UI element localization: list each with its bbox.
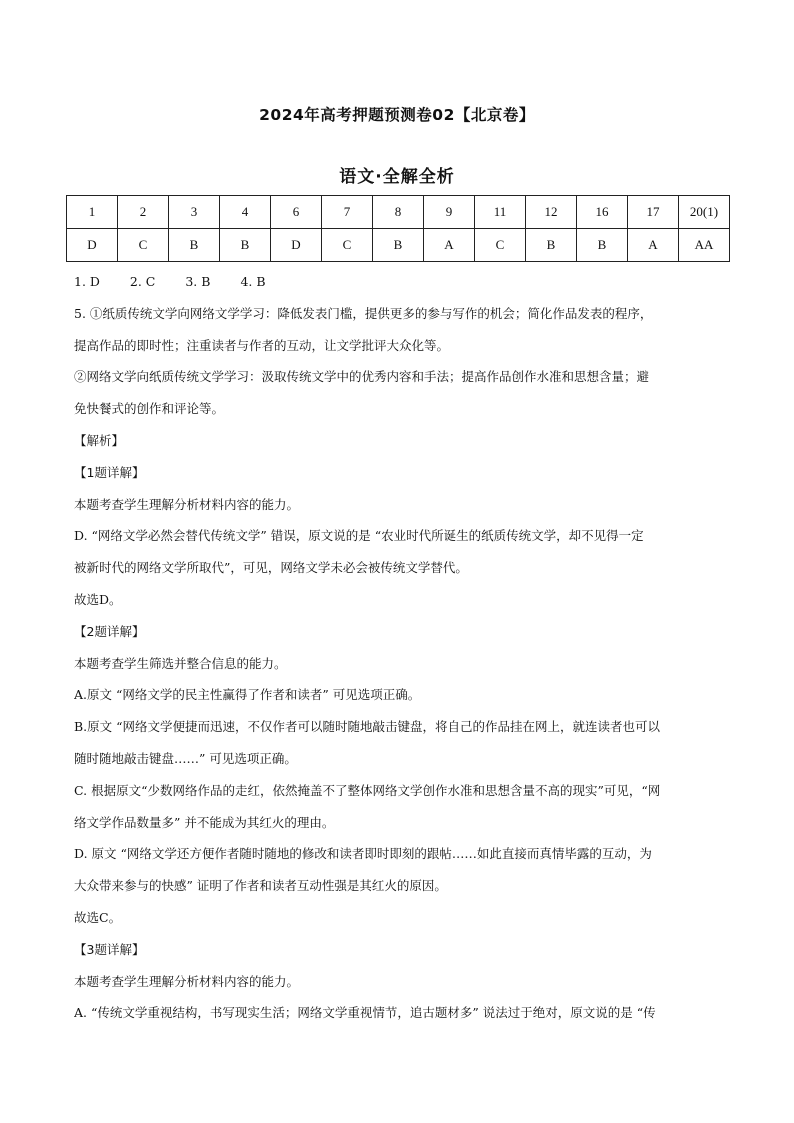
answer-cell: AA — [679, 229, 730, 262]
q2-line: A.原文 “网络文学的民主性赢得了作者和读者” 可见选项正确。 — [74, 687, 421, 703]
short-answer: 3. B — [185, 274, 211, 289]
question-number-cell: 3 — [169, 196, 220, 229]
q2-line: D. 原文 “网络文学还方便作者随时随地的修改和读者即时即刻的跟帖……如此直接而真情毕露的互动，为 — [74, 846, 652, 862]
short-answer: 1. D — [74, 274, 100, 289]
page-subtitle: 语文·全解全析 — [339, 167, 455, 187]
q2-line: 本题考查学生筛选并整合信息的能力。 — [74, 655, 287, 671]
question-number-cell: 7 — [322, 196, 373, 229]
question-number-cell: 4 — [220, 196, 271, 229]
q1-line: D. “网络文学必然会替代传统文学” 错误，原文说的是 “农业时代所诞生的纸质传统文学，却不见得一定 — [74, 528, 644, 544]
question-number-cell: 20(1) — [679, 196, 730, 229]
q2-line: 故选C。 — [74, 909, 122, 925]
q2-line: B.原文 “网络文学便捷而迅速，不仅作者可以随时随地敲击键盘，将自己的作品挂在网上，就连读者也可以 — [74, 719, 661, 735]
answer-cell: C — [322, 229, 373, 262]
question-number-cell: 12 — [526, 196, 577, 229]
question-number-cell: 11 — [475, 196, 526, 229]
answer-cell: B — [169, 229, 220, 262]
q5-answer-line: 免快餐式的创作和评论等。 — [74, 401, 225, 417]
analysis-heading: 【解析】 — [74, 432, 125, 448]
page-title: 2024年高考押题预测卷02【北京卷】 — [259, 106, 535, 124]
question-number-cell: 1 — [67, 196, 118, 229]
q2-line: 络文学作品数量多” 并不能成为其红火的理由。 — [74, 814, 335, 830]
q3-line: A. “传统文学重视结构，书写现实生活；网络文学重视情节，追古题材多” 说法过于绝对，原文说的是 “传 — [74, 1005, 656, 1021]
question-number-cell: 17 — [628, 196, 679, 229]
short-answer: 4. B — [240, 274, 266, 289]
q5-answer-line: 提高作品的即时性；注重读者与作者的互动，让文学批评大众化等。 — [74, 337, 450, 353]
q3-heading: 【3题详解】 — [74, 941, 145, 957]
answer-table — [66, 195, 730, 262]
question-number-cell: 6 — [271, 196, 322, 229]
answer-cell: B — [526, 229, 577, 262]
answer-cell: D — [67, 229, 118, 262]
answer-cell: B — [577, 229, 628, 262]
q5-answer-line: 5. ①纸质传统文学向网络文学学习：降低发表门槛，提供更多的参与写作的机会；简化作品发表的程序， — [74, 305, 653, 321]
q1-line: 被新时代的网络文学所取代”，可见，网络文学未必会被传统文学替代。 — [74, 560, 468, 576]
q1-heading: 【1题详解】 — [74, 464, 145, 480]
question-number-cell: 16 — [577, 196, 628, 229]
q2-heading: 【2题详解】 — [74, 623, 145, 639]
short-answers-line — [74, 266, 724, 298]
answer-cell: A — [628, 229, 679, 262]
answer-cell: B — [373, 229, 424, 262]
question-number-row — [67, 196, 730, 229]
answer-cell: A — [424, 229, 475, 262]
answer-cell: D — [271, 229, 322, 262]
short-answer: 2. C — [129, 274, 156, 289]
q5-answer-line: ②网络文学向纸质传统文学学习：汲取传统文学中的优秀内容和手法；提高作品创作水准和思想含量；避 — [74, 369, 650, 385]
question-number-cell: 2 — [118, 196, 169, 229]
q3-line: 本题考查学生理解分析材料内容的能力。 — [74, 973, 300, 989]
analysis-body — [74, 266, 724, 1029]
answer-cell: C — [475, 229, 526, 262]
q2-line: 大众带来参与的快感” 证明了作者和读者互动性强是其红火的原因。 — [74, 878, 447, 894]
question-number-cell: 8 — [373, 196, 424, 229]
answer-cell: B — [220, 229, 271, 262]
answer-cell: C — [118, 229, 169, 262]
answer-row — [67, 229, 730, 262]
question-number-cell: 9 — [424, 196, 475, 229]
q1-line: 本题考查学生理解分析材料内容的能力。 — [74, 496, 300, 512]
q1-line: 故选D。 — [74, 591, 122, 607]
q2-line: 随时随地敲击键盘……” 可见选项正确。 — [74, 750, 297, 766]
q2-line: C. 根据原文“少数网络作品的走红，依然掩盖不了整体网络文学创作水准和思想含量不高的现实”可见，“网 — [74, 782, 661, 798]
